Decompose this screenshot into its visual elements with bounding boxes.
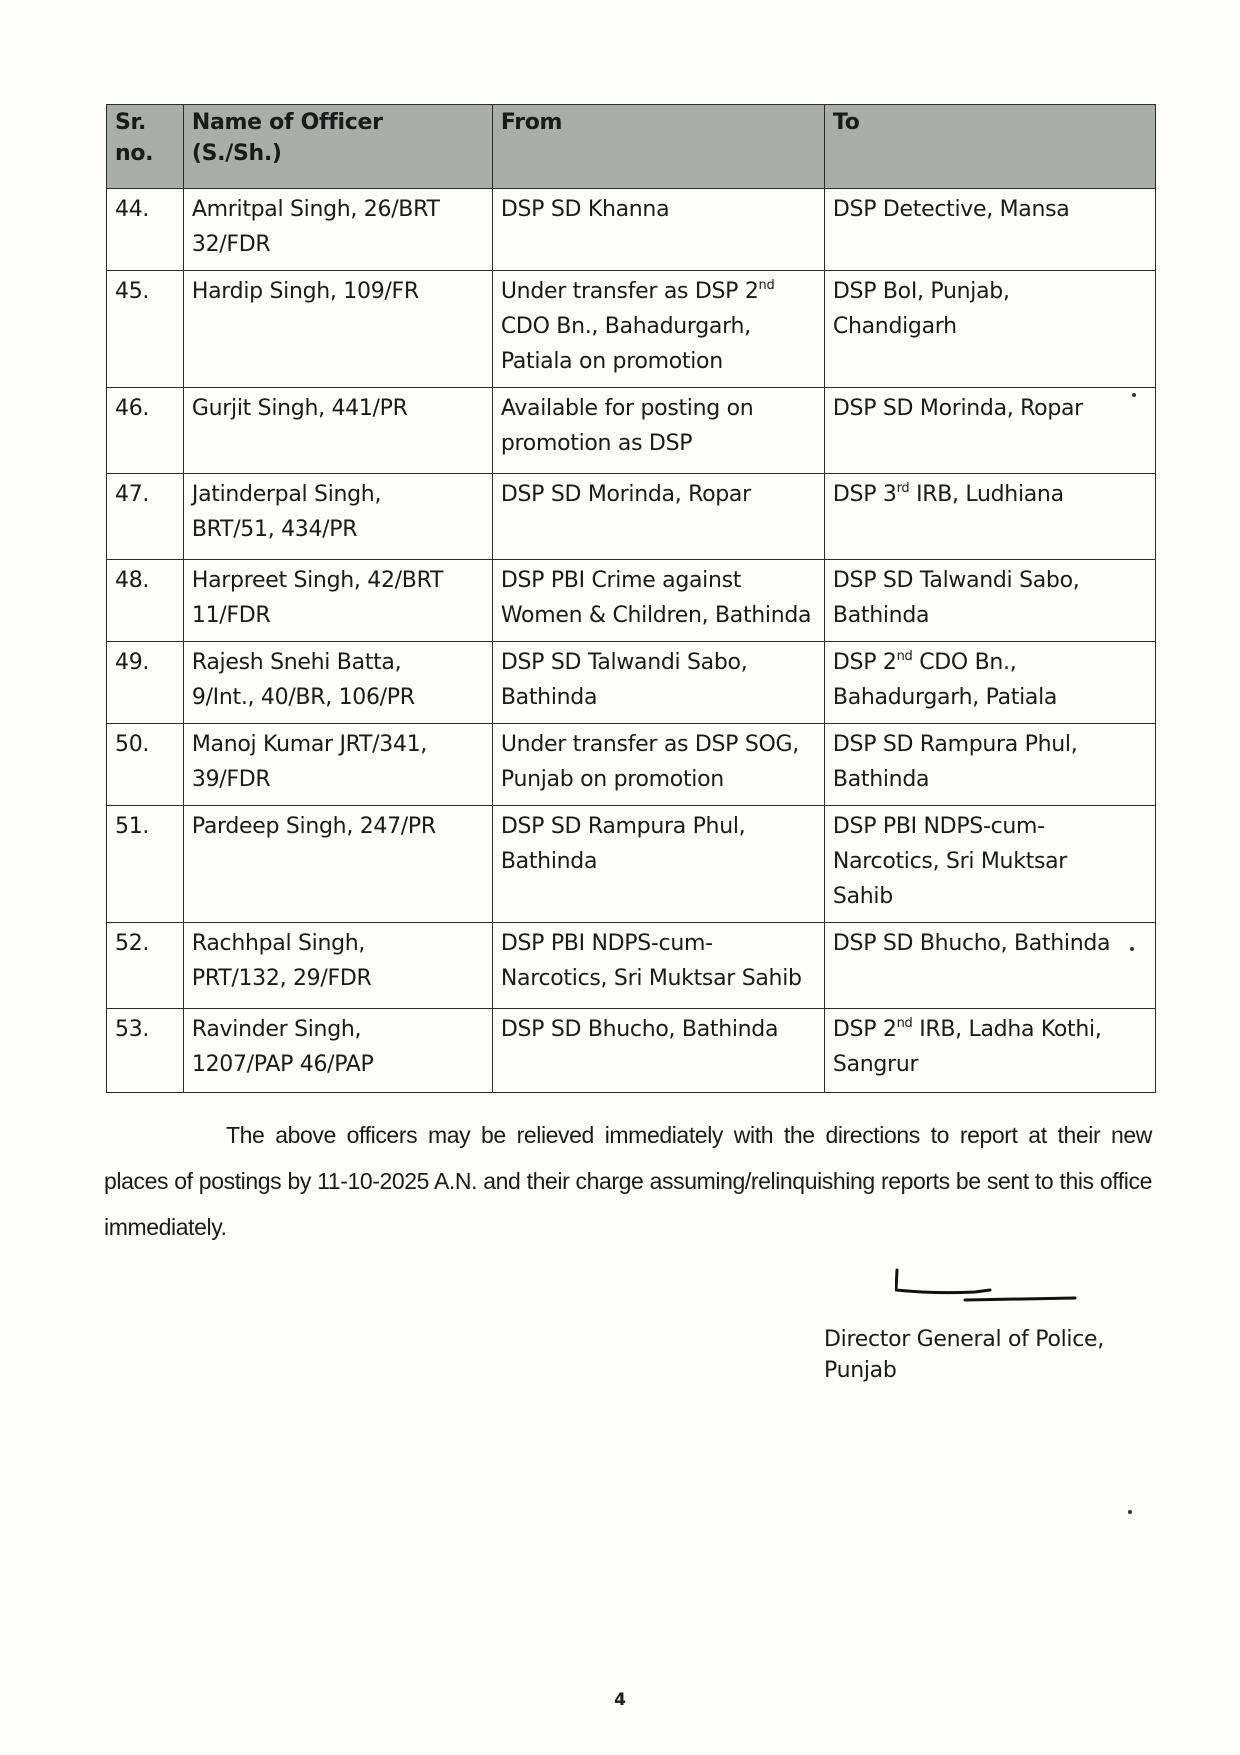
cell-sr: 48.: [107, 560, 184, 642]
table-row: [107, 1009, 1156, 1093]
cell-officer-name: Harpreet Singh, 42/BRT 11/FDR: [183, 560, 492, 642]
signatory-block: [824, 1324, 1104, 1386]
page-number: 4: [614, 1690, 626, 1710]
cell-sr: 53.: [107, 1009, 184, 1093]
cell-from: Available for posting on promotion as DSP: [492, 388, 824, 474]
cell-officer-name: Manoj Kumar JRT/341, 39/FDR: [183, 724, 492, 806]
header-sr-no: Sr. no.: [107, 105, 184, 189]
cell-officer-name: Pardeep Singh, 247/PR: [183, 806, 492, 923]
cell-to: DSP SD Talwandi Sabo, Bathinda: [824, 560, 1155, 642]
signature-icon: [895, 1268, 1095, 1308]
scan-speck: [1128, 1510, 1132, 1514]
scan-speck: [1132, 393, 1136, 397]
cell-officer-name: Gurjit Singh, 441/PR: [183, 388, 492, 474]
cell-sr: 49.: [107, 642, 184, 724]
cell-sr: 44.: [107, 189, 184, 271]
header-officer-name: Name of Officer (S./Sh.): [183, 105, 492, 189]
instruction-paragraph: The above officers may be relieved immediately with the directions to report at their new places of postings by 11-10-2025 A.N. and their charge assuming/relinquishing reports be sent to this office immediately.: [104, 1122, 1152, 1240]
cell-officer-name: Hardip Singh, 109/FR: [183, 271, 492, 388]
cell-officer-name: Ravinder Singh, 1207/PAP 46/PAP: [183, 1009, 492, 1093]
signatory-state: Punjab: [824, 1358, 897, 1383]
transfer-table: [106, 104, 1156, 1093]
cell-sr: 47.: [107, 474, 184, 560]
cell-officer-name: Amritpal Singh, 26/BRT 32/FDR: [183, 189, 492, 271]
cell-sr: 52.: [107, 923, 184, 1009]
cell-from: DSP PBI NDPS-cum- Narcotics, Sri Muktsar Sahib: [492, 923, 824, 1009]
cell-sr: 50.: [107, 724, 184, 806]
cell-to: DSP 2nd IRB, Ladha Kothi, Sangrur: [824, 1009, 1155, 1093]
cell-from: DSP SD Khanna: [492, 189, 824, 271]
cell-from: DSP PBI Crime against Women & Children, Bathinda: [492, 560, 824, 642]
table-header-row: [107, 105, 1156, 189]
cell-to: DSP SD Morinda, Ropar: [824, 388, 1155, 474]
table-row: [107, 271, 1156, 388]
cell-sr: 45.: [107, 271, 184, 388]
signatory-designation: Director General of Police,: [824, 1327, 1104, 1352]
table-row: [107, 560, 1156, 642]
cell-from: Under transfer as DSP 2nd CDO Bn., Bahadurgarh, Patiala on promotion: [492, 271, 824, 388]
table-row: [107, 806, 1156, 923]
cell-to: DSP 3rd IRB, Ludhiana: [824, 474, 1155, 560]
cell-from: DSP SD Morinda, Ropar: [492, 474, 824, 560]
cell-sr: 51.: [107, 806, 184, 923]
table-row: [107, 923, 1156, 1009]
cell-sr: 46.: [107, 388, 184, 474]
cell-from: DSP SD Bhucho, Bathinda: [492, 1009, 824, 1093]
table-row: [107, 474, 1156, 560]
header-from: From: [492, 105, 824, 189]
cell-officer-name: Rajesh Snehi Batta, 9/Int., 40/BR, 106/PR: [183, 642, 492, 724]
cell-to: DSP PBI NDPS-cum- Narcotics, Sri Muktsar Sahib: [824, 806, 1155, 923]
header-to: To: [824, 105, 1155, 189]
cell-to: DSP SD Bhucho, Bathinda: [824, 923, 1155, 1009]
cell-to: DSP SD Rampura Phul, Bathinda: [824, 724, 1155, 806]
table-row: [107, 724, 1156, 806]
cell-from: Under transfer as DSP SOG, Punjab on promotion: [492, 724, 824, 806]
table-row: [107, 388, 1156, 474]
scan-speck: [1130, 947, 1134, 951]
cell-from: DSP SD Talwandi Sabo, Bathinda: [492, 642, 824, 724]
table-row: [107, 189, 1156, 271]
cell-to: DSP Detective, Mansa: [824, 189, 1155, 271]
cell-officer-name: Rachhpal Singh, PRT/132, 29/FDR: [183, 923, 492, 1009]
table-row: [107, 642, 1156, 724]
cell-to: DSP BoI, Punjab, Chandigarh: [824, 271, 1155, 388]
cell-to: DSP 2nd CDO Bn., Bahadurgarh, Patiala: [824, 642, 1155, 724]
cell-officer-name: Jatinderpal Singh, BRT/51, 434/PR: [183, 474, 492, 560]
cell-from: DSP SD Rampura Phul, Bathinda: [492, 806, 824, 923]
